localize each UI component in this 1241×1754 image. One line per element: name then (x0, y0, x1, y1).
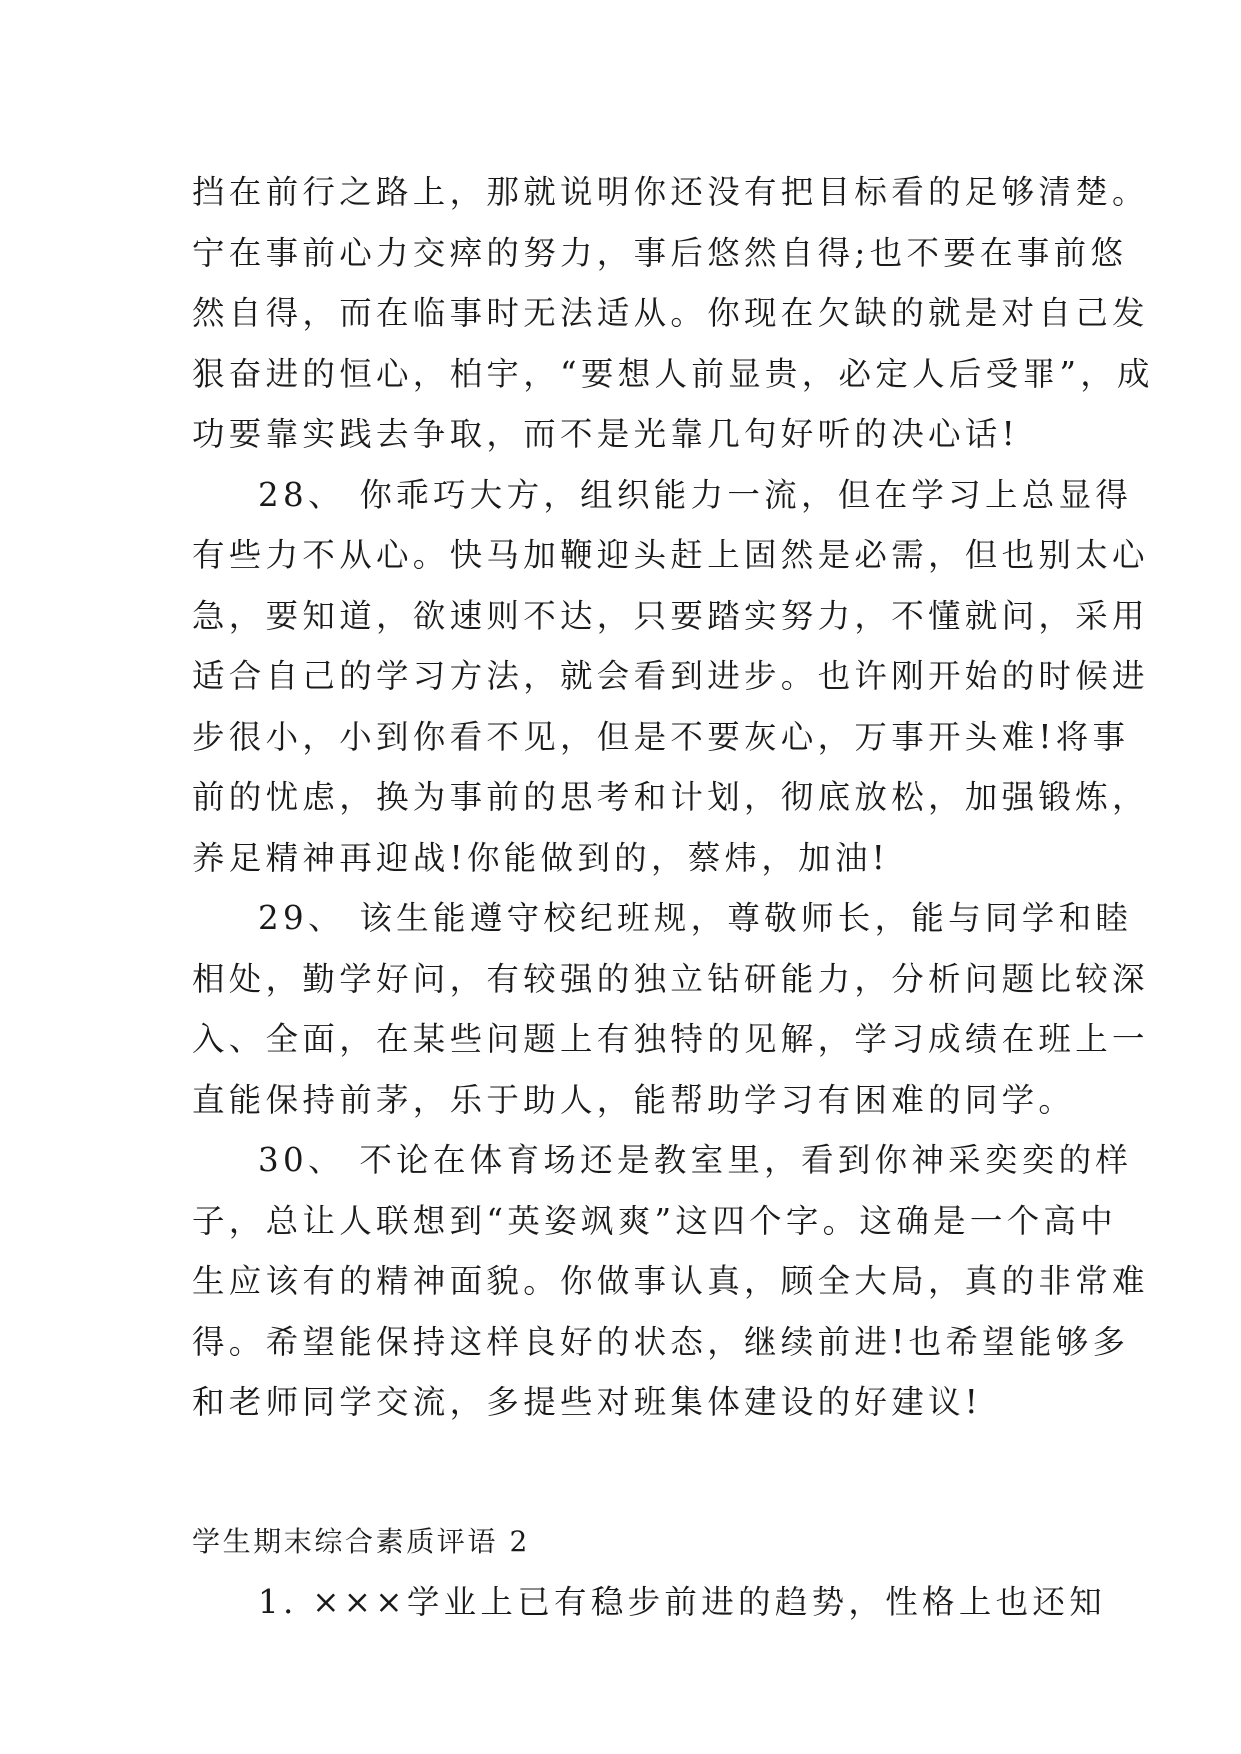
text-line: 直能保持前茅，乐于助人，能帮助学习有困难的同学。 (192, 1080, 1076, 1119)
paragraph-30 (192, 1130, 1149, 1433)
paragraph-29 (192, 888, 1149, 1130)
text-line: 相处，勤学好问，有较强的独立钻研能力，分析问题比较深 (192, 959, 1149, 998)
text-line: 宁在事前心力交瘁的努力，事后悠然自得;也不要在事前悠 (192, 233, 1128, 272)
text-line: 29、 该生能遵守校纪班规，尊敬师长，能与同学和睦 (258, 899, 1133, 937)
text-line: 入、全面，在某些问题上有独特的见解，学习成绩在班上一 (192, 1020, 1149, 1058)
text-line: 然自得，而在临事时无法适从。你现在欠缺的就是对自己发 (192, 294, 1149, 332)
paragraph-28 (192, 465, 1149, 889)
text-line: 生应该有的精神面貌。你做事认真，顾全大局，真的非常难 (192, 1262, 1149, 1300)
text-line: 和老师同学交流，多提些对班集体建设的好建议! (192, 1383, 983, 1421)
paragraph-continued (192, 162, 1154, 465)
text-line: 急，要知道，欲速则不达，只要踏实努力，不懂就问，采用 (192, 596, 1149, 635)
text-line: 30、 不论在体育场还是教室里，看到你神采奕奕的样 (258, 1141, 1133, 1179)
text-line: 有些力不从心。快马加鞭迎头赶上固然是必需，但也别太心 (192, 536, 1149, 574)
text-line: 养足精神再迎战!你能做到的，蔡炜，加油! (192, 838, 890, 877)
text-line: 得。希望能保持这样良好的状态，继续前进!也希望能够多 (192, 1322, 1130, 1361)
paragraph-1 (192, 1572, 1107, 1633)
text-line: 挡在前行之路上，那就说明你还没有把目标看的足够清楚。 (192, 173, 1149, 211)
text-line: 狠奋进的恒心，柏宇，“要想人前显贵，必定人后受罪”，成 (192, 354, 1154, 393)
text-line: 步很小，小到你看不见，但是不要灰心，万事开头难!将事 (192, 717, 1130, 756)
section-heading: 学生期末综合素质评语 2 (192, 1524, 530, 1558)
document-body (192, 162, 1154, 1633)
text-line: 子，总让人联想到“英姿飒爽”这四个字。这确是一个高中 (192, 1201, 1118, 1240)
text-line: 前的忧虑，换为事前的思考和计划，彻底放松，加强锻炼， (192, 778, 1149, 816)
text-line: 28、 你乖巧大方，组织能力一流，但在学习上总显得 (258, 475, 1133, 514)
text-line: 功要靠实践去争取，而不是光靠几句好听的决心话! (192, 415, 1019, 453)
text-line: 1. ×××学业上已有稳步前进的趋势，性格上也还知 (258, 1583, 1107, 1621)
section-spacer (192, 1433, 1052, 1512)
text-line: 适合自己的学习方法，就会看到进步。也许刚开始的时候进 (192, 657, 1149, 695)
